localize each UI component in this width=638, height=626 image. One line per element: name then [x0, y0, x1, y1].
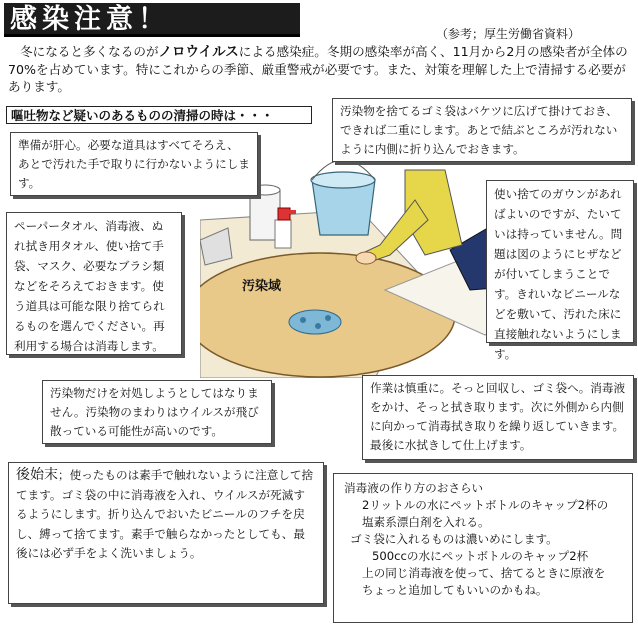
intro-paragraph	[8, 43, 634, 95]
aftercare-box	[8, 462, 324, 604]
surroundings-box	[42, 380, 272, 444]
recipe-line-1: 2リットルの水にペットボトルのキャップ2杯の	[362, 498, 609, 512]
preparation-box	[10, 132, 258, 196]
tools-text: ペーパータオル、消毒液、ぬれ拭き用タオル、使い捨て手袋、マスク、必要なブラシ類などをそろえておきます。使う道具は可能な限り捨てられるものを選んでください。再利用する場合は消毒します。	[14, 219, 165, 353]
intro-text-2: による感染症。冬期の感染率が高く、11月から2月の感染者が全体の70%を占めています。特にこれからの季節、厳重警戒が必要です。また、対策を理解した上で清掃する必要があります。	[8, 44, 628, 94]
recipe-line-4: 500ccの水にペットボトルのキャップ2杯	[372, 549, 589, 563]
recipe-line-5: 上の同じ消毒液を使って、捨てるときに原液を	[362, 566, 606, 580]
surroundings-text: 汚染物だけを対処しようとしてはなりません。汚染物のまわりはウイルスが飛び散っている可能性が高いのです。	[50, 386, 259, 438]
aftercare-heading: 後始末	[16, 467, 58, 483]
trash-bag-box	[332, 98, 632, 162]
section-subtitle: 嘔吐物など疑いのあるものの清掃の時は・・・	[6, 106, 312, 124]
work-box	[362, 375, 634, 460]
tools-box	[6, 212, 182, 355]
vomit-spot	[289, 310, 341, 334]
gown-text: 使い捨てのガウンがあればよいのですが、たいていは持っていません。問題は図のようにヒザなどが付いてしまうことです。きれいなビニールなどを敷いて、汚れた床に直接触れないようにします。	[494, 187, 623, 361]
recipe-line-2: 塩素系漂白剤を入れる。	[362, 515, 490, 529]
trash-bag-text: 汚染物を捨てるゴミ袋はバケツに広げて掛けておき、できれば二重にします。あとで結ぶところが汚れないように内側に折り込んでおきます。	[340, 104, 618, 156]
spray-bottle-icon	[275, 220, 291, 248]
recipe-line-3: ゴミ袋に入れるものは濃いめにします。	[350, 532, 558, 546]
intro-keyword: ノロウイルス	[158, 44, 239, 60]
aftercare-body: ；使ったものは素手で触れないように注意して捨てます。ゴミ袋の中に消毒液を入れ、ウイルスが死滅するようにします。折り込んでおいたビニールのフチを戻し、縛って捨てます。素手で触らなかったとしても、最後には必ず手をよく洗いましょう。	[16, 468, 314, 560]
intro-text-1: 冬になると多くなるのが	[20, 44, 159, 59]
work-text: 作業は慎重に。そっと回収し、ゴミ袋へ。消毒液をかけ、そっと拭き取ります。次に外側から内側に向かって消毒拭き取りを繰り返していきます。最後に水拭きして仕上げます。	[370, 381, 626, 452]
aftercare-text	[16, 466, 316, 564]
recipe-title: 消毒液の作り方のおさらい	[344, 481, 484, 495]
source-note: （参考；厚生労働省資料）	[436, 27, 581, 41]
page-title: 感染注意！	[4, 3, 300, 37]
glove-icon	[356, 252, 376, 264]
zone-label: 汚染域	[242, 279, 282, 294]
preparation-text: 準備が肝心。必要な道具はすべてそろえ、あとで汚れた手で取りに行かないようにします。	[18, 138, 250, 190]
gown-box	[486, 180, 634, 361]
recipe-box	[333, 473, 633, 623]
recipe-line-6: ちょっと追加してもいいのかもね。	[362, 583, 548, 597]
